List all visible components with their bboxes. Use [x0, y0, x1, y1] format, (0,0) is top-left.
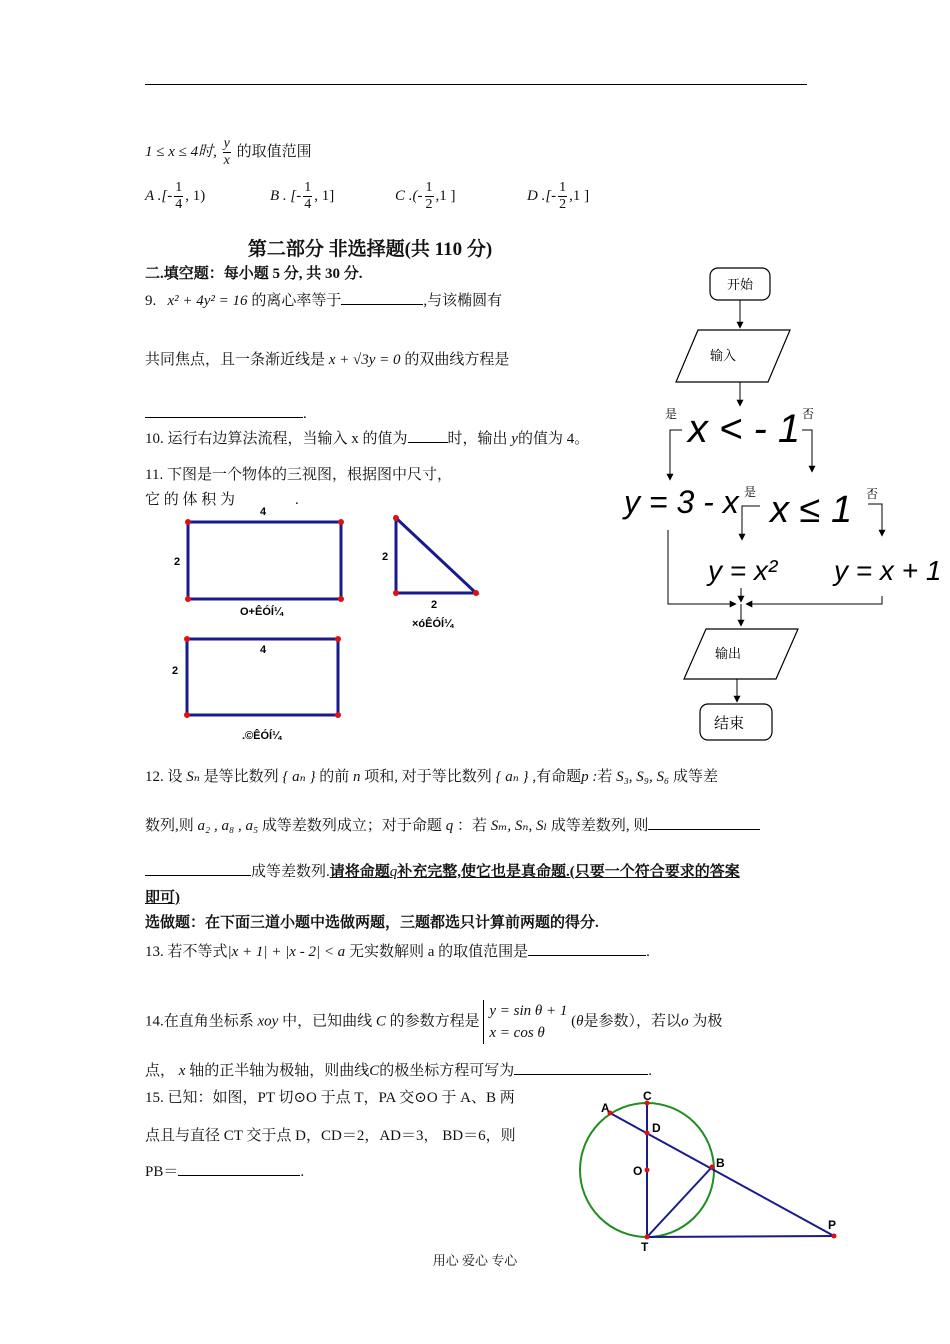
- no1-label: 否: [802, 407, 815, 421]
- q8-option-c: C .(- $\frac{1}{2}$ ,1 ]: [395, 180, 456, 212]
- q9-answer-line: .: [145, 403, 307, 423]
- q15-line2: 点且与直径 CT 交于点 D，CD＝2，AD＝3， BD＝6，则: [145, 1128, 516, 1144]
- yes1-label: 是: [665, 407, 678, 421]
- q12-line4: 即可): [145, 890, 180, 906]
- q12-line2: 数列,则 a₂ , a₈ , a₅ 成等差数列成立；对于命题 q ：若 Sₘ, Sₙ, Sₗ 成等差数列, 则: [145, 814, 760, 835]
- page-footer: 用心 爱心 专心: [432, 1253, 518, 1268]
- q9-line2: 共同焦点，且一条渐近线是 x + √3y = 0 的双曲线方程是: [145, 352, 510, 368]
- q14-line2: 点， x 轴的正半轴为极轴，则曲线C的极坐标方程可写为 .: [145, 1059, 652, 1080]
- assign3-label: y = x + 1: [834, 555, 942, 586]
- top-view: [172, 636, 341, 742]
- q15-line1: 15. 已知：如图，PT 切⊙O 于点 T，PA 交⊙O 于 A、B 两: [145, 1090, 515, 1106]
- q10: 10. 运行右边算法流程，当输入 x 的值为 时，输出 y的值为 4。: [145, 427, 589, 448]
- section-title: 第二部分 非选择题(共 110 分): [247, 239, 493, 260]
- cond1-label: x < - 1: [687, 407, 801, 451]
- front-top-dim: 4: [260, 506, 267, 518]
- q14-line1: 14.在直角坐标系 xoy 中，已知曲线 C 的参数方程是 y = sin θ + 1 x = cos θ (θ是参数），若以o 为极: [145, 1000, 722, 1044]
- q15-line3: PB＝ .: [145, 1160, 304, 1181]
- q8-option-d: D .[- $\frac{1}{2}$ ,1 ]: [527, 180, 590, 212]
- side-side-dim: 2: [382, 551, 389, 563]
- front-caption: O+ÊÓÍ¼: [240, 606, 284, 618]
- end-label: 结束: [713, 715, 745, 732]
- label-t: T: [641, 1240, 649, 1254]
- side-caption: ×óÊÓÍ¼: [412, 618, 454, 630]
- front-view: [174, 506, 344, 618]
- header-rule: [145, 84, 807, 85]
- circle-geometry-figure: [570, 1085, 850, 1255]
- top-side-dim: 2: [172, 665, 179, 677]
- q12-line3: 成等差数列.请将命题q补充完整,使它也是真命题.(只要一个符合要求的答案: [145, 860, 740, 881]
- elective-header: 选做题：在下面三道小题中选做两题，三题都选只计算前两题的得分.: [145, 915, 599, 931]
- fill-header: 二.填空题：每小题 5 分, 共 30 分.: [145, 266, 363, 282]
- label-d: D: [652, 1121, 661, 1135]
- q8-option-a: A .[- $\frac{1}{4}$ , 1): [145, 180, 206, 212]
- q8-condition: 1 ≤ x ≤ 4时, $\frac{y}{x}$ 的取值范围: [145, 136, 312, 168]
- top-top-dim: 4: [260, 644, 267, 656]
- label-o: O: [633, 1164, 643, 1178]
- output-label: 输出: [714, 646, 742, 661]
- q11-line1: 11. 下图是一个物体的三视图，根据图中尺寸，: [145, 467, 452, 483]
- front-side-dim: 2: [174, 556, 181, 568]
- q11-line2: 它 的 体 积 为 .: [145, 492, 299, 508]
- label-a: A: [601, 1101, 610, 1115]
- label-b: B: [716, 1156, 725, 1170]
- q8-option-b: B . [- $\frac{1}{4}$ , 1]: [270, 180, 335, 212]
- q12-line1: 12. 设 Sₙ 是等比数列 { aₙ } 的前 n 项和, 对于等比数列 { aₙ } ,有命题p :若 S₃, S₉, S₆ 成等差: [145, 769, 719, 785]
- q13: 13. 若不等式|x + 1| + |x - 2| < a 无实数解则 a 的取值范围是 .: [145, 940, 650, 961]
- three-view-figure: [160, 500, 500, 750]
- start-label: 开始: [726, 277, 754, 292]
- assign1-label: y = 3 - x: [624, 484, 739, 520]
- label-p: P: [828, 1218, 837, 1232]
- yes2-label: 是: [744, 485, 757, 499]
- top-caption: .©ÊÓÍ¼: [242, 730, 282, 742]
- side-view: [382, 515, 479, 630]
- input-label: 输入: [709, 348, 737, 363]
- no2-label: 否: [866, 487, 879, 501]
- flowchart: [610, 258, 946, 748]
- assign2-label: y = x²: [708, 555, 778, 586]
- q9-line1: 9. x² + 4y² = 16 的离心率等于 ,与该椭圆有: [145, 289, 502, 310]
- cond2-label: x ≤ 1: [770, 489, 853, 531]
- label-c: C: [643, 1089, 652, 1103]
- side-bottom-dim: 2: [431, 599, 438, 611]
